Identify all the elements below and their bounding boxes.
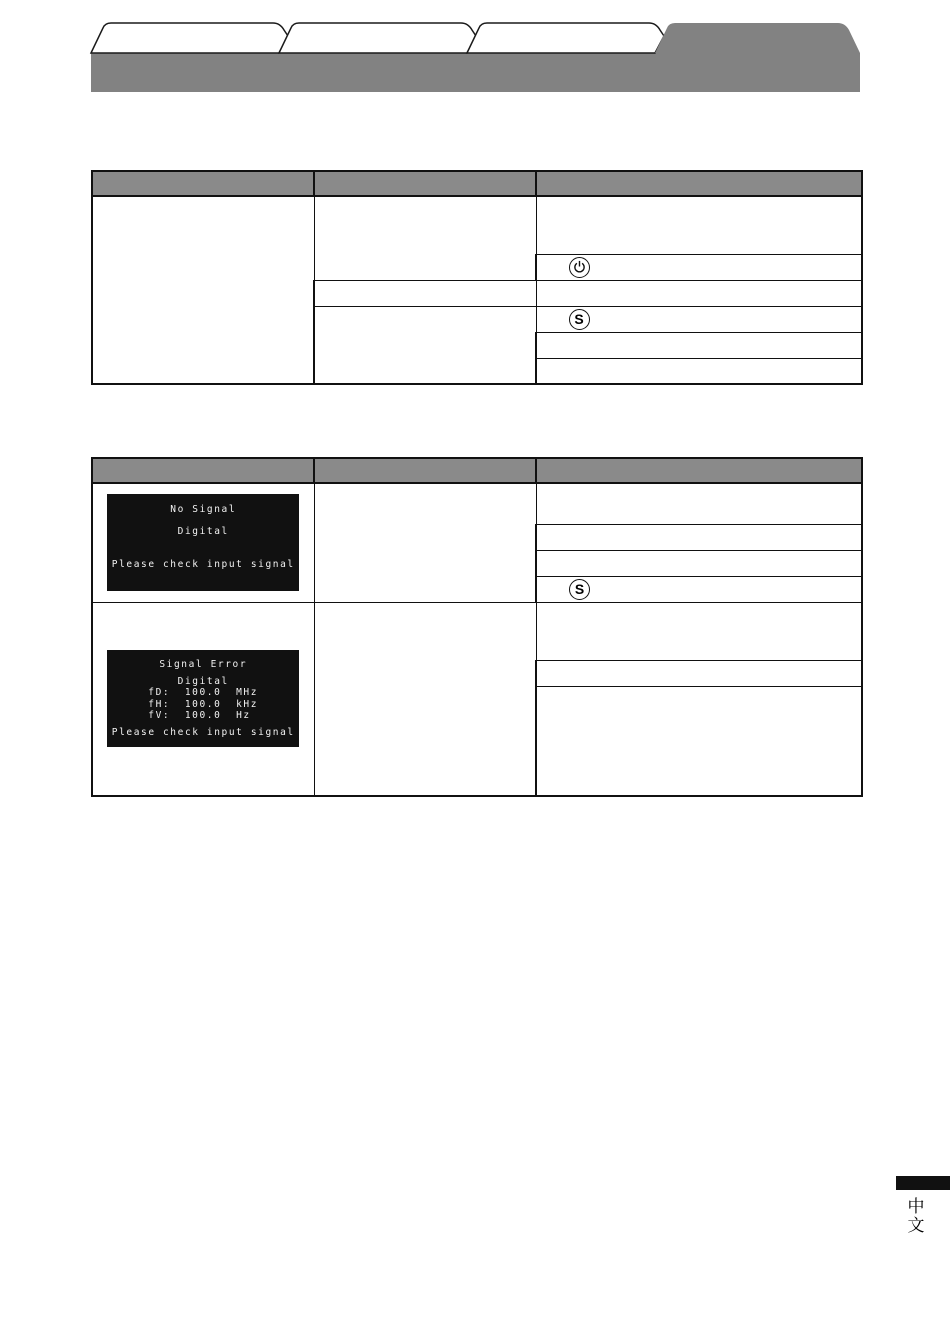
section-tab-bar xyxy=(0,0,950,100)
column-header-remedy xyxy=(536,171,862,196)
column-header-problem xyxy=(92,458,314,483)
table-row xyxy=(92,602,862,660)
table-header-row xyxy=(92,458,862,483)
s-button-icon: S xyxy=(569,309,590,330)
column-header-remedy xyxy=(536,458,862,483)
remedy-cell xyxy=(536,280,862,306)
remedy-cell-signal xyxy=(536,306,862,332)
table-row xyxy=(92,196,862,254)
remedy-cell xyxy=(536,196,862,254)
osd-freq-fv: fV: 100.0 Hz xyxy=(148,710,251,722)
table-row xyxy=(92,483,862,524)
problem-cell-no-signal xyxy=(92,483,314,602)
osd-input-type: Digital xyxy=(177,526,229,538)
remedy-cell xyxy=(536,483,862,524)
remedy-cell xyxy=(536,550,862,576)
table-header-row xyxy=(92,171,862,196)
column-header-problem xyxy=(92,171,314,196)
signal-error-screen xyxy=(107,650,299,747)
remedy-cell xyxy=(536,358,862,384)
remedy-cell-signal xyxy=(536,576,862,602)
s-button-icon: S xyxy=(569,579,590,600)
power-icon xyxy=(569,257,590,278)
section-tab-1[interactable] xyxy=(91,23,288,53)
osd-title: No Signal xyxy=(170,504,237,516)
section-tab-3[interactable] xyxy=(467,23,664,53)
osd-message: Please check input signal xyxy=(111,726,295,738)
problem-cell-signal-error xyxy=(92,602,314,796)
osd-title: Signal Error xyxy=(159,659,248,671)
column-header-cause xyxy=(314,171,536,196)
osd-input-type: Digital xyxy=(177,675,229,687)
remedy-cell-power xyxy=(536,254,862,280)
remedy-cell xyxy=(536,524,862,550)
no-signal-screen xyxy=(107,494,299,591)
language-index-bar xyxy=(896,1176,950,1190)
cause-cell xyxy=(314,196,536,280)
troubleshooting-table-no-picture xyxy=(91,170,863,385)
cause-cell xyxy=(314,602,536,796)
cause-cell xyxy=(314,280,536,306)
column-header-cause xyxy=(314,458,536,483)
remedy-cell xyxy=(536,686,862,796)
remedy-cell xyxy=(536,332,862,358)
cause-cell xyxy=(314,483,536,602)
language-index-label: 中文 xyxy=(907,1197,925,1236)
remedy-cell xyxy=(536,660,862,686)
problem-cell xyxy=(92,196,314,384)
troubleshooting-table-messages xyxy=(91,457,863,797)
osd-freq-fh: fH: 100.0 kHz xyxy=(148,698,259,710)
osd-message: Please check input signal xyxy=(111,559,295,571)
osd-freq-fd: fD: 100.0 MHz xyxy=(148,687,259,699)
remedy-cell xyxy=(536,602,862,660)
header-band xyxy=(91,53,860,92)
section-tab-4-active[interactable] xyxy=(655,23,860,53)
cause-cell xyxy=(314,306,536,384)
section-tab-2[interactable] xyxy=(279,23,476,53)
